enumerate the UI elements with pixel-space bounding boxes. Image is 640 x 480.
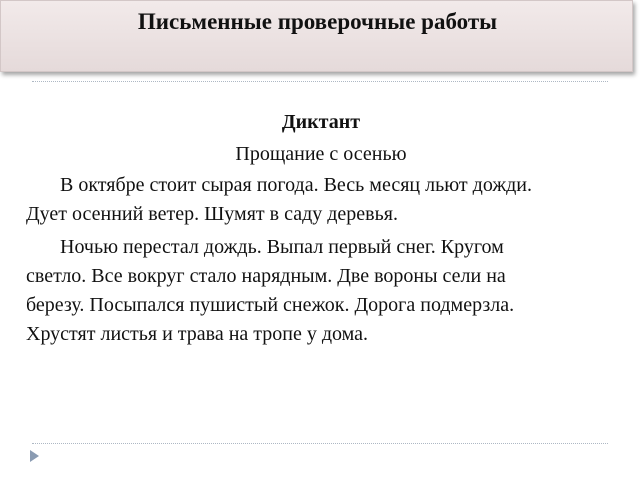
document-heading: Диктант (281, 111, 361, 133)
paragraph-2 (26, 233, 616, 349)
document-subtitle: Прощание с осенью (235, 143, 407, 165)
header-banner (0, 0, 633, 72)
paragraph-line: Хрустят листья и трава на тропе у дома. (26, 323, 369, 345)
paragraph-line: светло. Все вокруг стало нарядным. Две вороны сели на (26, 265, 506, 287)
divider-top (32, 81, 608, 82)
dictation-text (26, 108, 616, 349)
play-triangle-icon[interactable] (30, 450, 39, 462)
divider-bottom (32, 443, 608, 444)
paragraph-line: Ночью перестал дождь. Выпал первый снег. Кругом (60, 236, 504, 258)
page-title: Письменные проверочные работы (137, 9, 498, 34)
paragraph-line: Дует осенний ветер. Шумят в саду деревья. (26, 203, 398, 225)
paragraph-1 (26, 171, 616, 229)
paragraph-line: березу. Посыпался пушистый снежок. Дорога подмерзла. (26, 294, 515, 316)
paragraph-line: В октябре стоит сырая погода. Весь месяц льют дожди. (60, 174, 533, 196)
